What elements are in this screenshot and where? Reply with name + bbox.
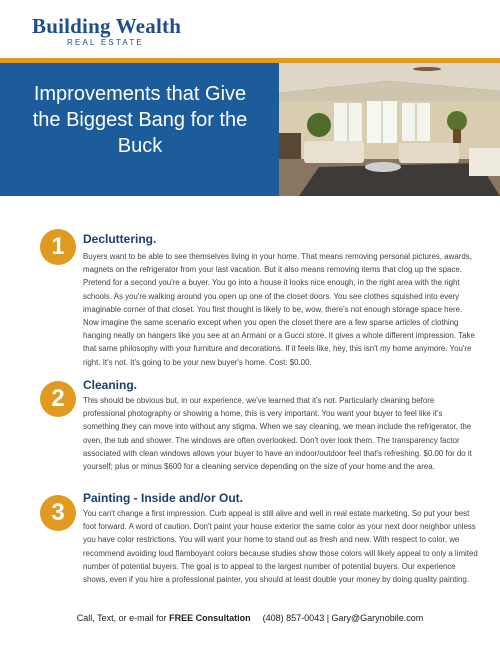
header: [0, 0, 500, 58]
step-1-title: Decluttering.: [83, 232, 157, 246]
hero-banner: [0, 63, 500, 196]
step-2-body: This should be obvious but, in our experience, we've learned that it's not. Particularly cleaning before professional photography or showing a home, this is very important. You want your buyer to feel like it's something they can move into without any stigma. When we say cleaning, we mean include the refrigerator, the oven, the tub and shower. The windows are often overlooked. Don't over look them. The transparency factor associated with clean windows allows your buyer to have an indoor/outdoor feel that's refreshing. $0.00 for do it yourself; plus or minus $600 for a cleaning service depending on the size of your home and the area.: [83, 396, 472, 472]
living-room-photo: [279, 63, 500, 196]
brand-name: Building Wealth: [32, 14, 182, 38]
step-1-body: Buyers want to be able to see themselves living in your home. That means removing personal pictures, awards, magnets on the refrigerator from your last vacation. But it also means removing items that clog up the space. Pretend for a second you're a buyer. You go into a house it looks nice enough, in the right area with the right schools. As you're walking around you open up one of the closet doors. You see clothes squished into every imaginable corner of that closet. You first thought is likely to be, wow, there's not enough storage space here. Now imagine the same scenario except when you open the closet there are a few sparse articles of clothing hanging neatly on hangers like you see at an Armani or a Gucci store. It gives a whole different impression. Take that same philosophy with your furniture and decorations. If it feels like, hey, this isn't my home anymore. You're right. It's not. It's going to be your new buyer's home. Cost: $0.00.: [83, 252, 475, 367]
step-3-title: Painting - Inside and/or Out.: [83, 491, 244, 505]
step-3-badge: 3: [40, 495, 76, 531]
step-1-badge: 1: [40, 229, 76, 265]
footer-lead: Call, Text, or e-mail for: [76, 613, 170, 623]
step-2-title: Cleaning.: [83, 378, 138, 392]
hero-title: Improvements that Give the Biggest Bang for the Buck: [32, 83, 248, 157]
footer-emphasis: FREE Consultation: [169, 613, 251, 623]
step-2-badge: 2: [40, 381, 76, 417]
footer-contact-details[interactable]: (408) 857-0043 | Gary@Garynobile.com: [262, 613, 424, 623]
brand-subtitle: REAL ESTATE: [67, 38, 144, 47]
footer-contact: [0, 613, 500, 623]
step-3-body: You can't change a first impression. Curb appeal is still alive and well in real estate marketing. So put your best foot forward. A word of caution. Don't paint your house exterior the same color as your next door neighbor unless you have color restrictions. You will want your home to stand out as fresh and new. With respect to color, we recommend avoiding loud flamboyant colors because studies show those colors will likely appeal to only a limited number of potential buyers. The goal is to appeal to the largest number of potential buyers. Our experience shows, even if you hire a professional painter, you should at least double your money by doing quality painting.: [83, 509, 478, 585]
